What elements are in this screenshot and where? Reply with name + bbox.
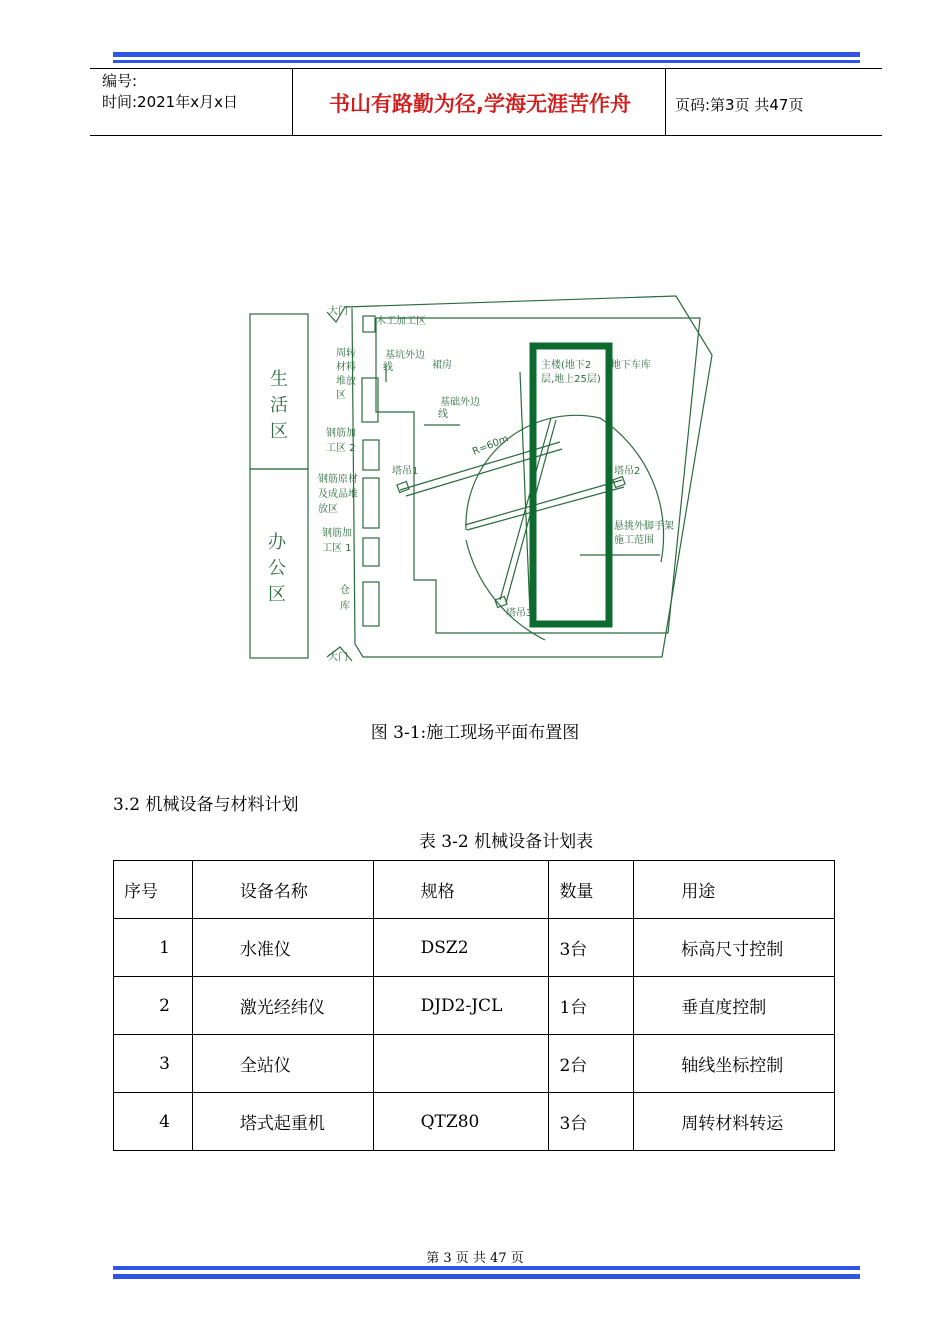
- label-underground-garage: 地下车库: [611, 360, 651, 371]
- table-row: [114, 977, 835, 1035]
- cell-use: 标高尺寸控制: [634, 919, 835, 977]
- label-pit-outline-1: 基坑外边线: [383, 350, 425, 373]
- header-time-label: 时间:2021年x月x日: [102, 93, 238, 111]
- table-row: [114, 919, 835, 977]
- footer-double-bar-bottom: [113, 1274, 860, 1279]
- cell-name: 塔式起重机: [192, 1093, 373, 1151]
- header-motto: 书山有路勤为径,学海无涯苦作舟: [329, 92, 631, 116]
- header-divider-1: [292, 68, 293, 136]
- label-rebar-processing-1: 钢筋加工区 1: [322, 528, 352, 554]
- label-scaffold: 悬挑外脚手架施工范围: [614, 521, 674, 546]
- label-gate-bottom: 大门: [328, 652, 348, 663]
- header-cell: 规格: [373, 861, 549, 919]
- figure-caption: 图 3-1:施工现场平面布置图: [370, 723, 580, 743]
- cell-use: 垂直度控制: [634, 977, 835, 1035]
- label-office-area: 办公区: [268, 532, 286, 605]
- cell-spec: DJD2-JCL: [373, 977, 549, 1035]
- header-bottom-rule: [90, 135, 882, 136]
- cell-qty: 2台: [549, 1035, 634, 1093]
- page-footer: 第 3 页 共 47 页: [426, 1251, 524, 1266]
- cell-qty: 3台: [549, 1093, 634, 1151]
- label-rebar-storage: 钢筋原材及成品堆放区: [318, 474, 358, 515]
- cell-name: 全站仪: [192, 1035, 373, 1093]
- header-number-label: 编号:: [102, 72, 138, 90]
- label-turnover-material: 周转材料堆放区: [336, 348, 356, 401]
- label-main-building: 主楼(地下2 层,地上25层): [541, 360, 601, 385]
- table-row: [114, 1035, 835, 1093]
- table-header-row: [114, 861, 835, 919]
- site-plan-figure: [240, 285, 730, 670]
- label-radius: R=60m: [471, 433, 511, 458]
- cell-qty: 1台: [549, 977, 634, 1035]
- cell-index: 3: [114, 1035, 193, 1093]
- cell-spec: QTZ80: [373, 1093, 549, 1151]
- label-crane-2: 塔吊2: [614, 466, 641, 477]
- label-rebar-processing-2: 钢筋加工区 2: [326, 428, 356, 454]
- header-cell: 数量: [549, 861, 634, 919]
- header-double-bar-top: [113, 52, 860, 57]
- label-wood-processing: 木工加工区: [376, 316, 426, 327]
- header-cell: 用途: [634, 861, 835, 919]
- header-cell: 序号: [114, 861, 193, 919]
- label-living-area: 生活区: [270, 369, 288, 442]
- cell-use: 周转材料转运: [634, 1093, 835, 1151]
- header-page-label: 页码:第3页 共47页: [675, 96, 804, 114]
- equipment-table: [113, 860, 835, 1151]
- section-title: 3.2 机械设备与材料计划: [113, 795, 299, 815]
- header-double-bar-bottom: [113, 60, 860, 63]
- label-crane-3: 塔吊3: [506, 608, 533, 619]
- footer-double-bar-top: [113, 1266, 860, 1270]
- table-row: [114, 1093, 835, 1151]
- cell-use: 轴线坐标控制: [634, 1035, 835, 1093]
- cell-index: 2: [114, 977, 193, 1035]
- label-pit-outline-2: 基础外边线: [438, 397, 480, 420]
- label-gate-top: 大门: [328, 306, 348, 317]
- cell-name: 激光经纬仪: [192, 977, 373, 1035]
- label-podium: 裙房: [432, 360, 452, 371]
- cell-index: 1: [114, 919, 193, 977]
- cell-spec: [373, 1035, 549, 1093]
- cell-spec: DSZ2: [373, 919, 549, 977]
- label-warehouse: 仓库: [340, 585, 350, 612]
- label-crane-1: 塔吊1: [392, 466, 419, 477]
- cell-name: 水准仪: [192, 919, 373, 977]
- table-caption: 表 3-2 机械设备计划表: [418, 832, 594, 852]
- header-top-rule: [90, 68, 882, 69]
- header-cell: 设备名称: [192, 861, 373, 919]
- cell-qty: 3台: [549, 919, 634, 977]
- cell-index: 4: [114, 1093, 193, 1151]
